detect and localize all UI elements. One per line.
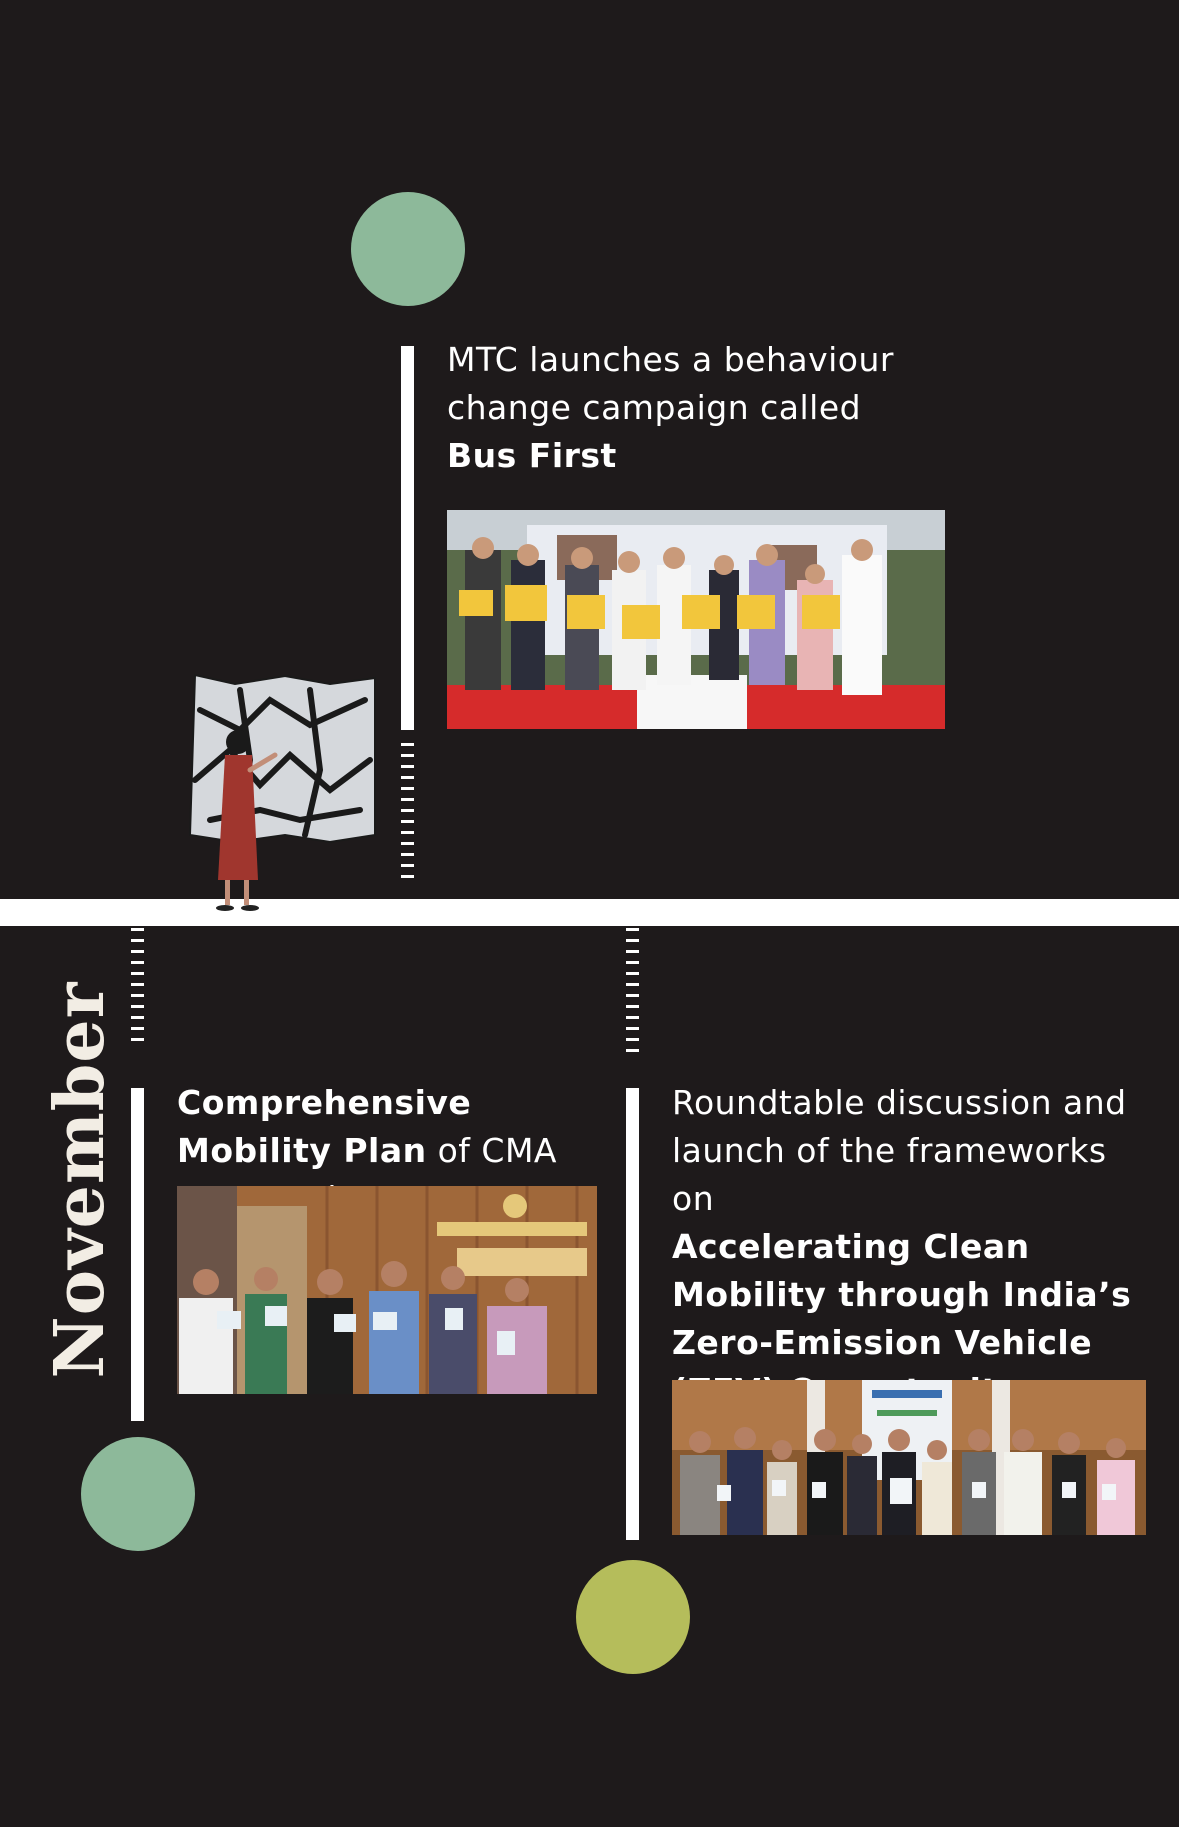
timeline-line-1: [401, 346, 414, 730]
event-3-photo: [672, 1380, 1146, 1535]
event-1-photo: [447, 510, 945, 729]
event-3-bold: Accelerating Clean Mobility through India’s Zero-Emission Vehicle: [672, 1227, 1132, 1362]
event-2-plain: of CMA: [437, 1131, 557, 1170]
timeline-band: [0, 899, 1179, 926]
timeline-dashes-3: [626, 928, 639, 1060]
event-2-bold: Comprehensive Mobility Plan: [177, 1083, 472, 1170]
month-label: November: [40, 981, 120, 1379]
event-3-text: [672, 1079, 1152, 1415]
event-1-plain: MTC launches a behaviour change campaign called: [447, 340, 894, 427]
circle-olive-bottom: [576, 1560, 690, 1674]
event-2-photo: [177, 1186, 597, 1394]
event-3-plain: Roundtable discussion and launch of the frameworks on: [672, 1083, 1127, 1218]
event-1-text: [447, 336, 907, 480]
event-1-bold: Bus First: [447, 436, 617, 475]
circle-green-left: [81, 1437, 195, 1551]
timeline-line-3: [626, 1088, 639, 1540]
circle-green-top: [351, 192, 465, 306]
timeline-dashes-1: [401, 743, 414, 886]
woman-with-map-illustration: [180, 670, 380, 915]
timeline-line-2: [131, 1088, 144, 1421]
timeline-dashes-2: [131, 928, 144, 1049]
